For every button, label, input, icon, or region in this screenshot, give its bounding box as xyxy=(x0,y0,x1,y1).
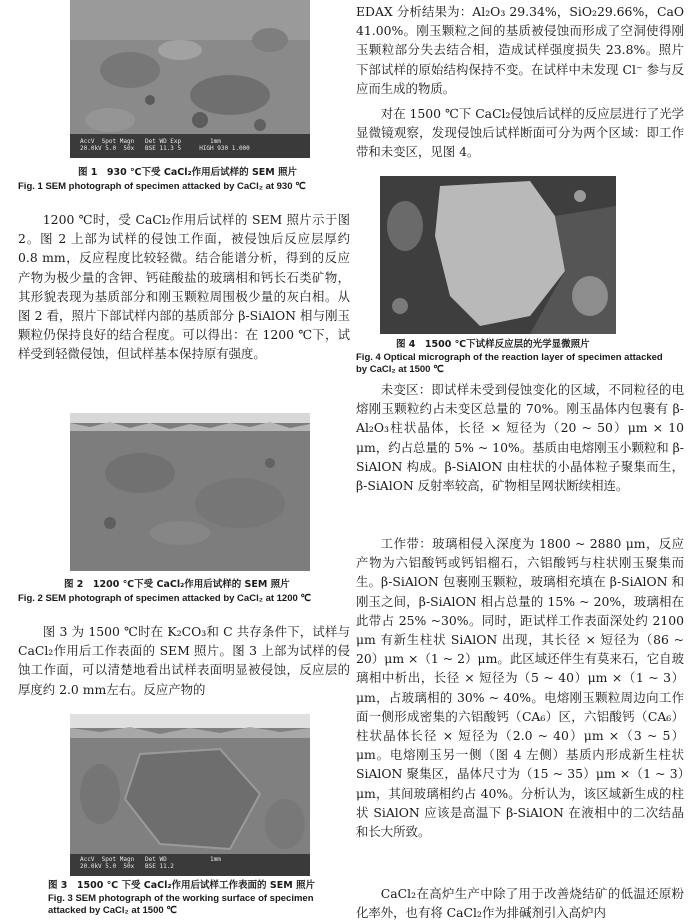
figure-2-caption-cn: 图 2 1200 ℃下受 CaCl₂作用后试样的 SEM 照片 xyxy=(64,579,290,590)
right-paragraph-3: 未变区：即试样未受到侵蚀变化的区域，不同粒径的电熔刚玉颗粒约占未变区总量的 70%。刚玉晶体内包裹有 β-Al₂O₃柱状晶体，长径 × 短径为（20 ~ 50）μm × 10 μm，约占总量的 5% ~ 10%。基质由电熔刚玉小颗粒和 β-SiAlON 构成。β-SiAlON 由柱状的小晶体粒子聚集而生，β-SiAlON 反射率较高，矿物相呈网状断续相连。 xyxy=(356,382,684,494)
left-paragraph-1: 1200 ℃时，受 CaCl₂作用后试样的 SEM 照片示于图 2。图 2 上部为试样的侵蚀工作面，被侵蚀后反应层厚约 0.8 mm，反应程度比较轻微。结合能谱分析，得到的反应产物为极少量的含钾、钙硅酸盐的玻璃相和钙长石类矿物，其形貌表现为基质部分和刚玉颗粒周围极少量的灰白相。从图 2 看，照片下部试样内部的基质部分 β-SiAlON 相与刚玉颗粒仍保持良好的结合程度。可以得出：在 1200 ℃下，试样受到轻微侵蚀，但试样基本保持原有强度。 xyxy=(18,212,350,362)
figure-4-caption-cn: 图 4 1500 ℃下试样反应层的光学显微照片 xyxy=(396,339,590,350)
sem-texture xyxy=(70,714,310,876)
figure-3-caption-en: Fig. 3 SEM photograph of the working surface of specimen attacked by CaCl₂ at 1500 ℃ xyxy=(48,893,314,916)
figure-3-sem-label: AccV Spot Magn Det WD 1mm 20.0kV 5.0 50x BSE 11.2 xyxy=(80,856,221,870)
figure-4-caption-en: Fig. 4 Optical micrograph of the reaction layer of specimen attacked by CaCl₂ at 1500 ℃ xyxy=(356,352,663,375)
right-paragraph-4: 工作带：玻璃相侵入深度为 1800 ~ 2880 μm，反应产物为六铝酸钙或钙铝榴石，六铝酸钙与柱状刚玉聚集而生。β-SiAlON 包裹刚玉颗粒，玻璃相充填在 β-SiAlON 和刚玉之间，β-SiAlON 相占总量的 15% ~ 20%，玻璃相在此带占 25% ~30%。同时，距试样工作表面深处约 2100 μm 有新生柱状 SiAlON 出现，其长径 × 短径为（86 ~ 20）μm ×（1 ~ 2）μm。此区域还伴生有莫来石，它自玻璃相中析出，长径 × 短径为（5 ~ 40）μm ×（1 ~ 3）μm，占玻璃相的 30% ~ 40%。电熔刚玉颗粒周边向工作面一侧形成密集的六铝酸钙（CA₆）区，六铝酸钙（CA₆）柱状晶体长径 × 短径为（2.0 ~ 40）μm ×（3 ~ 5）μm。电熔刚玉另一侧（图 4 左侧）基质内形成新生柱状 SiAlON 聚集区，晶体尺寸为（15 ~ 35）μm ×（1 ~ 3）μm，其间玻璃相约占 40%。分析认为，该区域新生成的柱状 SiAlON 应该是高温下 β-SiAlON 在液相中的二次结晶和长大所致。 xyxy=(356,536,684,840)
figure-1-caption-cn: 图 1 930 ℃下受 CaCl₂作用后试样的 SEM 照片 xyxy=(78,167,298,178)
figure-3-sem-image xyxy=(70,714,310,876)
figure-3-caption-cn: 图 3 1500 ℃ 下受 CaCl₂作用后试样工作表面的 SEM 照片 xyxy=(48,880,315,891)
sem-texture xyxy=(70,0,310,158)
figure-2-caption-en: Fig. 2 SEM photograph of specimen attacked by CaCl₂ at 1200 ℃ xyxy=(18,593,312,604)
figure-1-sem-label: AccV Spot Magn Det WD Exp 1mm 20.0kV 5.0 50x BSE 11.3 5 HIGH 930 1.000 xyxy=(80,138,250,152)
right-paragraph-5: CaCl₂在高炉生产中除了用于改善烧结矿的低温还原粉化率外，也有将 CaCl₂作为排碱剂引入高炉内 xyxy=(356,886,684,921)
right-paragraph-2: 对在 1500 ℃下 CaCl₂侵蚀后试样的反应层进行了光学显微镜观察，发现侵蚀后试样断面可分为两个区域：即工作带和未变区，见图 4。 xyxy=(356,106,684,160)
figure-2-sem-image xyxy=(70,413,310,571)
right-paragraph-1: EDAX 分析结果为：Al₂O₃ 29.34%，SiO₂29.66%，CaO 41.00%。刚玉颗粒之间的基质被侵蚀而形成了空洞使得刚玉颗粒部分失去结合相，造成试样强度损失 23.8%。照片下部试样的原始结构保持不变。在试样中未发现 Cl⁻ 参与反应而生成的物质。 xyxy=(356,4,684,96)
figure-4-optical-image xyxy=(380,176,616,334)
left-paragraph-2: 图 3 为 1500 ℃时在 K₂CO₃和 C 共存条件下，试样与 CaCl₂作用后工作表面的 SEM 照片。图 3 上部为试样的侵蚀工作面，可以清楚地看出试样表面明显被侵蚀，反应层的厚度约 2.0 mm左右。反应产物的 xyxy=(18,624,350,697)
figure-1-caption-en: Fig. 1 SEM photograph of specimen attacked by CaCl₂ at 930 ℃ xyxy=(18,181,306,192)
sem-texture xyxy=(70,413,310,571)
figure-1-sem-image xyxy=(70,0,310,158)
optical-texture xyxy=(380,176,616,334)
